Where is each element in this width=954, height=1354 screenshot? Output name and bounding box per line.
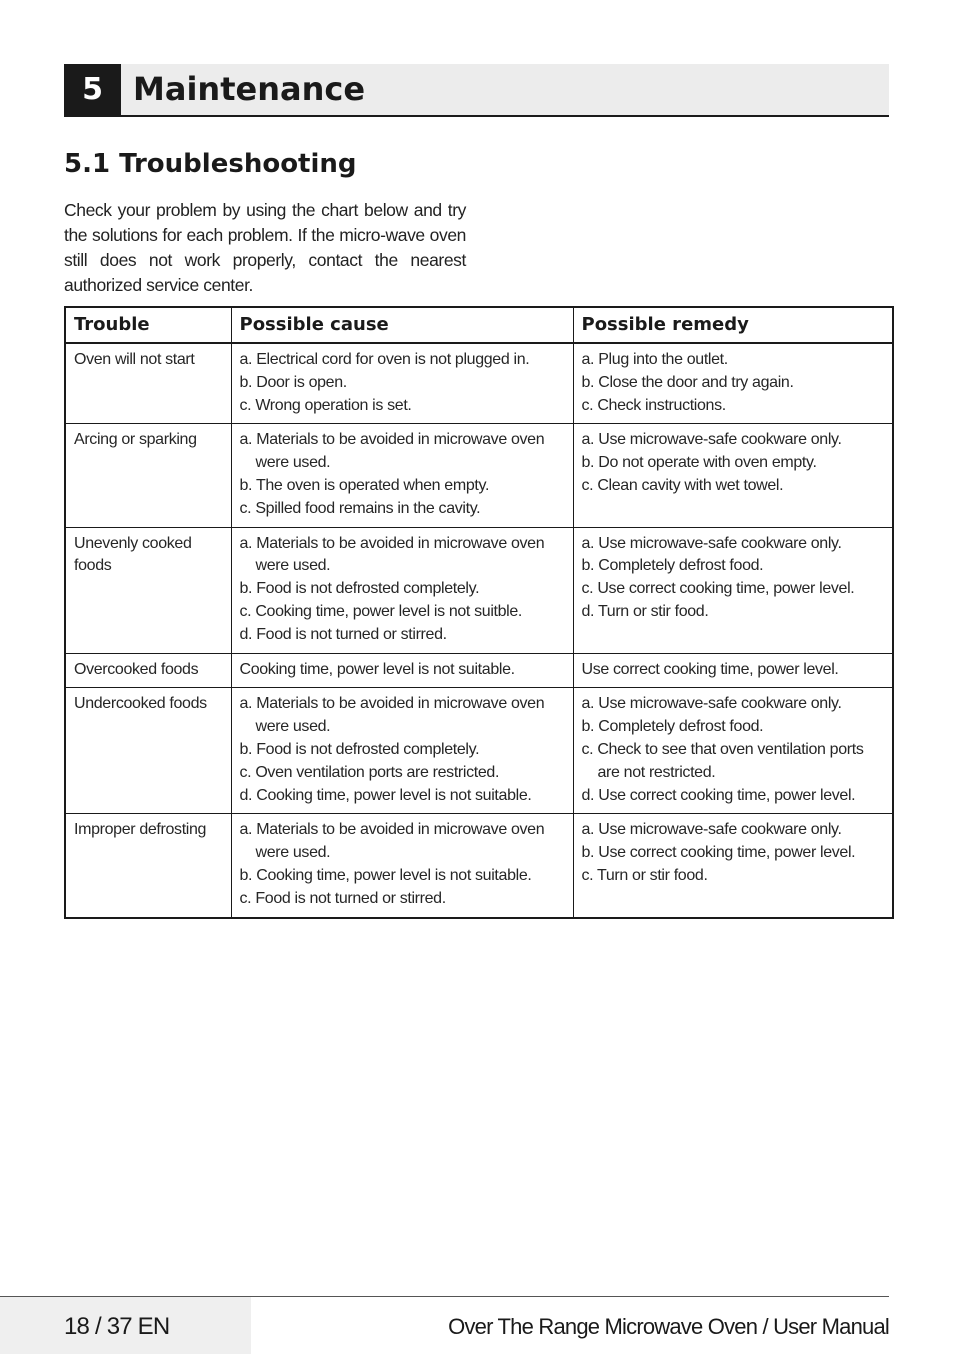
remedy-cell xyxy=(573,814,893,918)
remedy-item: a. Use microwave-safe cookware only. xyxy=(581,821,842,839)
cause-item: c. Cooking time, power level is not suitble. xyxy=(239,602,523,620)
remedy-item: b. Use correct cooking time, power level. xyxy=(581,844,856,862)
cause-item: c. Oven ventilation ports are restricted. xyxy=(239,763,500,781)
trouble-text: Undercooked foods xyxy=(74,695,207,713)
cause-cell xyxy=(231,688,573,814)
table-body xyxy=(65,343,893,918)
remedy-item: b. Completely defrost food. xyxy=(581,718,764,736)
chapter-title: Maintenance xyxy=(133,70,366,108)
remedy-item: b. Close the door and try again. xyxy=(581,373,794,391)
page-number: 18 / 37 EN xyxy=(64,1313,170,1340)
remedy-item: a. Plug into the outlet. xyxy=(581,351,728,368)
cause-cell xyxy=(231,343,573,424)
remedy-cell xyxy=(573,527,893,653)
table-row xyxy=(65,688,893,814)
remedy-item: c. Check to see that oven ventilation ports are not restricted. xyxy=(581,740,864,781)
trouble-cell xyxy=(65,688,231,814)
trouble-cell xyxy=(65,424,231,527)
cause-item: c. Food is not turned or stirred. xyxy=(239,889,446,907)
cause-item: Cooking time, power level is not suitable. xyxy=(239,660,515,678)
cause-cell xyxy=(231,527,573,653)
chapter-number: 5 xyxy=(64,64,121,115)
cause-item: a. Materials to be avoided in microwave oven were used. xyxy=(239,695,545,736)
remedy-item: Use correct cooking time, power level. xyxy=(581,660,839,678)
remedy-item: c. Clean cavity with wet towel. xyxy=(581,476,784,494)
section-title: 5.1 Troubleshooting xyxy=(64,149,357,179)
cause-cell xyxy=(231,424,573,527)
remedy-item: a. Use microwave-safe cookware only. xyxy=(581,534,842,552)
cause-item: b. The oven is operated when empty. xyxy=(239,476,490,494)
cause-item: b. Food is not defrosted completely. xyxy=(239,740,480,758)
remedy-item: c. Turn or stir food. xyxy=(581,866,708,884)
trouble-cell xyxy=(65,814,231,918)
remedy-item: c. Use correct cooking time, power level. xyxy=(581,580,855,598)
remedy-cell xyxy=(573,653,893,688)
cause-item: c. Spilled food remains in the cavity. xyxy=(239,499,481,517)
remedy-cell xyxy=(573,424,893,527)
remedy-item: a. Use microwave-safe cookware only. xyxy=(581,695,842,713)
trouble-text: Arcing or sparking xyxy=(74,431,197,449)
cause-item: a. Materials to be avoided in microwave oven were used. xyxy=(239,534,545,575)
table-row xyxy=(65,814,893,918)
trouble-text: Overcooked foods xyxy=(74,660,199,678)
remedy-item: d. Use correct cooking time, power level. xyxy=(581,786,856,804)
remedy-item: b. Completely defrost food. xyxy=(581,557,764,575)
cause-item: c. Wrong operation is set. xyxy=(239,396,412,414)
cause-item: b. Food is not defrosted completely. xyxy=(239,580,480,598)
cause-cell xyxy=(231,653,573,688)
cause-item: b. Door is open. xyxy=(239,373,347,391)
table-row xyxy=(65,424,893,527)
remedy-cell xyxy=(573,688,893,814)
table-row xyxy=(65,343,893,424)
header-remedy: Possible remedy xyxy=(573,307,893,343)
cause-item: a. Materials to be avoided in microwave oven were used. xyxy=(239,821,545,862)
header-trouble: Trouble xyxy=(65,307,231,343)
cause-item: a. Materials to be avoided in microwave oven were used. xyxy=(239,431,545,472)
remedy-item: a. Use microwave-safe cookware only. xyxy=(581,431,842,449)
trouble-cell xyxy=(65,343,231,424)
trouble-cell xyxy=(65,527,231,653)
table-row xyxy=(65,527,893,653)
cause-item: d. Cooking time, power level is not suitable. xyxy=(239,786,532,804)
remedy-item: d. Turn or stir food. xyxy=(581,602,709,620)
trouble-cell xyxy=(65,653,231,688)
trouble-text: Improper defrosting xyxy=(74,821,207,839)
trouble-text: Oven will not start xyxy=(74,351,195,368)
section-intro: Check your problem by using the chart below and try the solutions for each problem. If the micro-wave oven still does not work properly, contact the nearest authorized service center. xyxy=(64,200,466,295)
table-row xyxy=(65,653,893,688)
chapter-header xyxy=(64,64,889,117)
remedy-item: c. Check instructions. xyxy=(581,396,726,414)
header-cause: Possible cause xyxy=(231,307,573,343)
table-header-row xyxy=(65,307,893,343)
remedy-cell xyxy=(573,343,893,424)
trouble-text: Unevenly cooked foods xyxy=(74,534,192,575)
cause-cell xyxy=(231,814,573,918)
document-title: Over The Range Microwave Oven / User Manual xyxy=(448,1314,889,1339)
cause-item: d. Food is not turned or stirred. xyxy=(239,625,447,643)
cause-item: a. Electrical cord for oven is not plugged in. xyxy=(239,351,530,368)
remedy-item: b. Do not operate with oven empty. xyxy=(581,454,817,472)
troubleshooting-table xyxy=(64,306,894,919)
cause-item: b. Cooking time, power level is not suitable. xyxy=(239,866,532,884)
